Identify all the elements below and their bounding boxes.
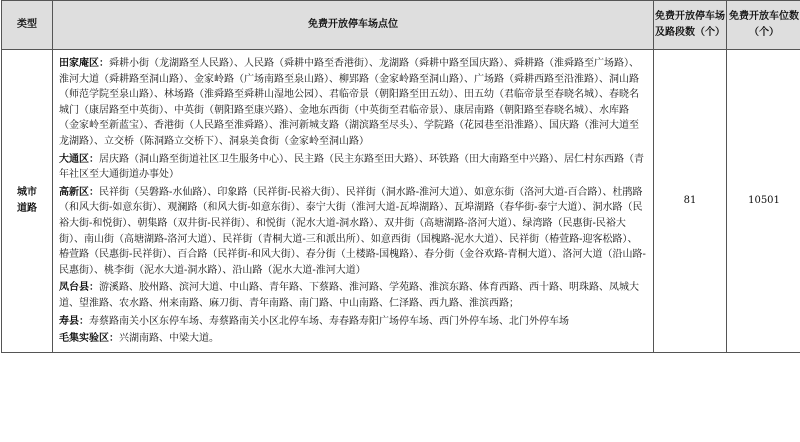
table-row bbox=[2, 50, 800, 353]
district-text: 民祥街（吴磐路-水仙路）、印象路（民祥街-民裕大街）、民祥街（洞水路-淮河大道）、如意东街（洛河大道-百合路）、杜鹃路（和风大街-如意东街）、观澜路（和风大街-如意东街）、泰宁大街（淮河大道-瓦埠湖路）、瓦埠湖路（春华街-泰宁大道）、洞水路（民裕大街-和悦街）、朝集路（双井街-民祥街）、和悦街（泥水大道-洞水路）、双井街（高塘湖路-洛河大道）、绿湾路（民惠街-民裕大街）、南山街（高塘湖路-洛河大道）、民祥街（青桐大道-三和派出所）、如意西街（国槐路-泥水大道）、民祥街（椿萱路-迎客松路）、椿萱路（民惠街-民祥街）、百合路（民祥街-和风大街）、春分街（土楼路-国槐路）、春分街（金谷欢路-青桐大道）、洛河大道（沿山路-民惠街）、桃李街（泥水大道-洞水路）、沿山路（泥水大道-淮河大道） bbox=[59, 186, 646, 276]
locations-cell bbox=[53, 50, 654, 353]
header-row bbox=[2, 1, 800, 50]
parking-table bbox=[1, 0, 800, 353]
spaces-count: 10501 bbox=[727, 50, 800, 353]
district-text: 舜耕小街（龙湖路至人民路）、人民路（舜耕中路至香港街）、龙湖路（舜耕中路至国庆路）、舜耕路（淮舜路至广场路）、淮河大道（舜耕路至洞山路）、金家岭路（广场南路至泉山路）、柳郢路（金家岭路至洞山路）、广场路（舜耕西路至沿淮路）、洞山路（师范学院至泉山路）、林场路（淮舜路至舜耕山湿地公园）、君临帝景（朝阳路至田五幼）、田五幼（君临帝景至春晓名城）、春晓名城门（康居路至中英街）、中英街（朝阳路至康兴路）、金地东西街（中英街至君临帝景）、康居南路（朝阳路至春晓名城）、水库路（金家岭至新蓝宝）、香港街（人民路至淮舜路）、淮河新城支路（湖滨路至尽头）、学院路（花园巷至沿淮路）、国庆路（淮河大道至龙湖路）、立交桥（陈洞路立交桥下）、洞泉美食街（金家岭至洞山路） bbox=[59, 58, 639, 147]
header-sections: 免费开放停车场及路段数（个） bbox=[654, 1, 727, 50]
sections-count: 81 bbox=[654, 50, 727, 353]
district-paragraph bbox=[59, 280, 647, 311]
header-type: 类型 bbox=[2, 1, 53, 50]
header-spaces: 免费开放车位数（个） bbox=[727, 1, 800, 50]
district-paragraph bbox=[59, 185, 647, 279]
district-name: 高新区： bbox=[59, 186, 99, 198]
district-paragraph bbox=[59, 331, 647, 347]
district-paragraph bbox=[59, 56, 647, 150]
district-text: 兴湖南路、中梁大道。 bbox=[119, 333, 219, 345]
row-type: 城市道路 bbox=[17, 186, 37, 214]
row-type-cell bbox=[2, 50, 53, 353]
district-name: 田家庵区： bbox=[59, 58, 109, 69]
district-text: 居庆路（洞山路至街道社区卫生服务中心）、民主路（民主东路至田大路）、环铁路（田大南路至中兴路）、居仁村东西路（青年社区至大通街道办事处） bbox=[59, 153, 644, 181]
header-locations: 免费开放停车场点位 bbox=[53, 1, 654, 50]
district-text: 寿蔡路南关小区东停车场、寿蔡路南关小区北停车场、寿春路寿阳广场停车场、西门外停车场、北门外停车场 bbox=[89, 315, 569, 327]
district-paragraph bbox=[59, 314, 647, 330]
district-name: 毛集实验区： bbox=[59, 333, 119, 345]
district-paragraph bbox=[59, 152, 647, 183]
district-name: 寿县： bbox=[59, 315, 89, 327]
district-name: 大通区： bbox=[59, 153, 99, 165]
district-name: 凤台县： bbox=[59, 282, 99, 294]
district-text: 游溪路、胶州路、滨河大道、中山路、青年路、下蔡路、淮河路、学苑路、淮滨东路、体育西路、西十路、明珠路、凤城大道、望淮路、农水路、州来南路、麻刀街、青年南路、南门路、中山南路、仁泽路、西九路、淮滨西路； bbox=[59, 282, 639, 309]
